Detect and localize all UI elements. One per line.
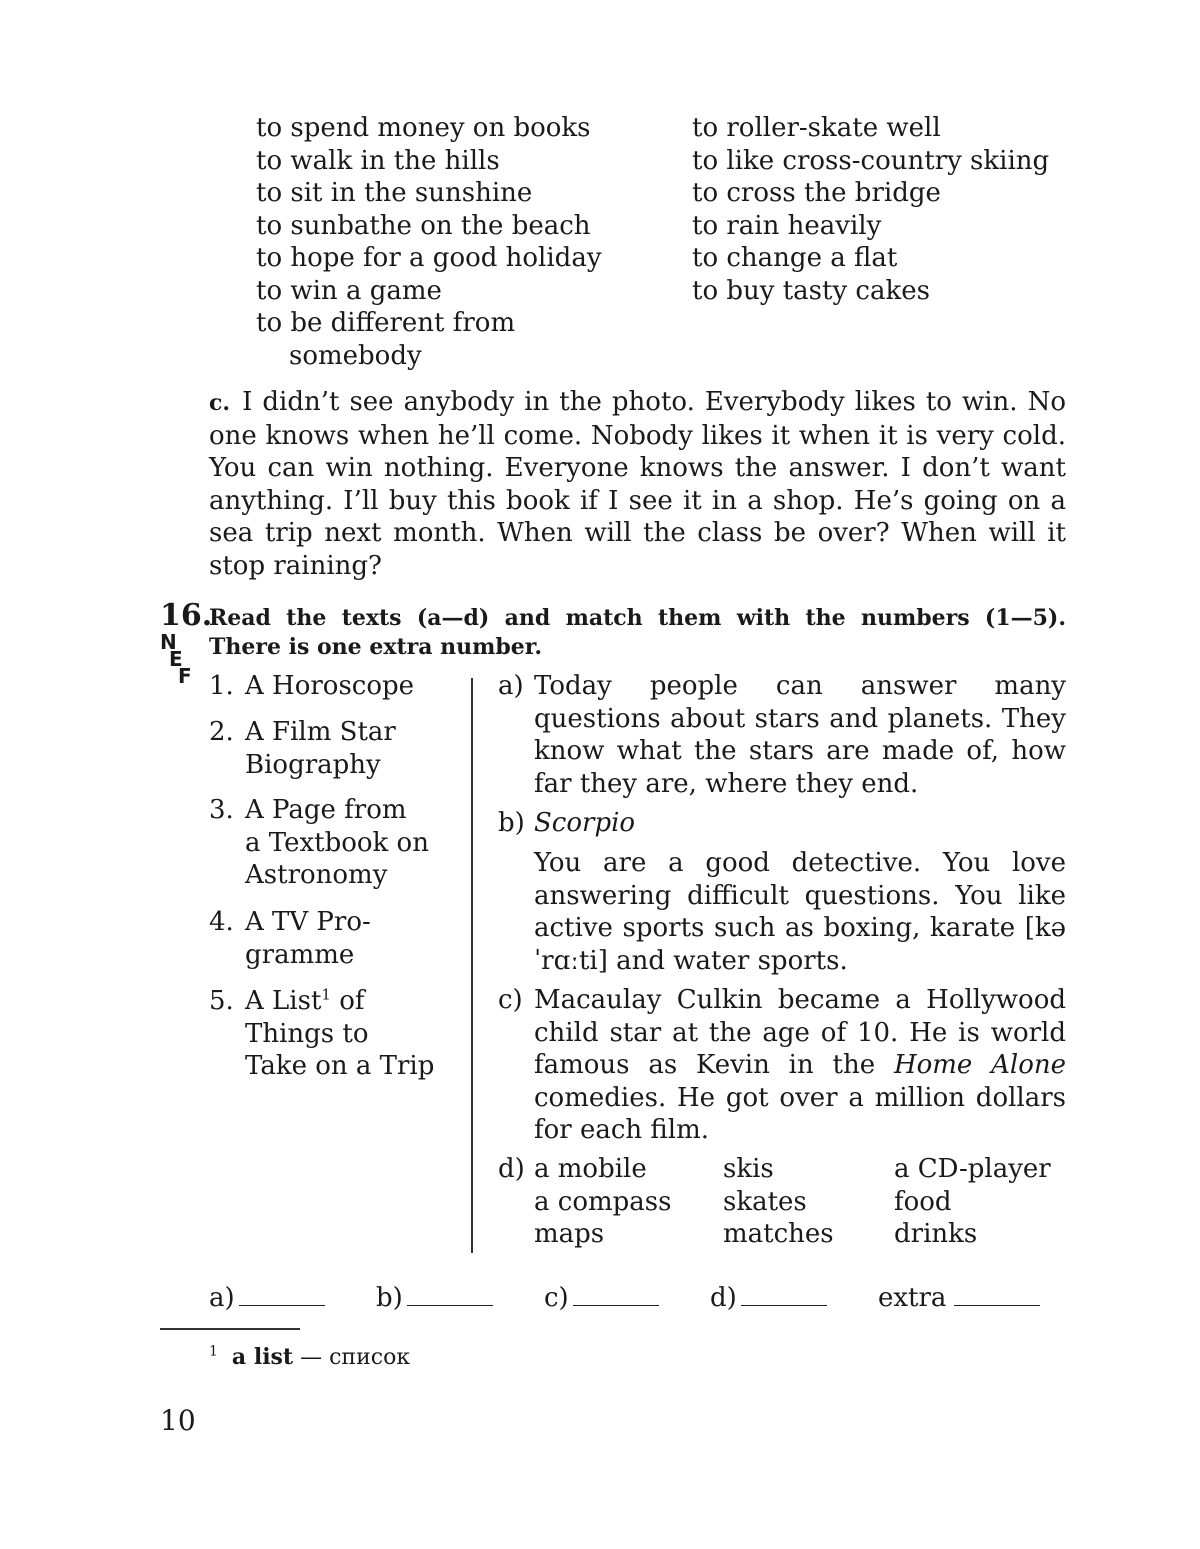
phrase-list-right — [692, 112, 1049, 307]
numbered-item: 3. A Page from a Textbook on Astronomy — [209, 795, 429, 890]
list-row: maps matches drinks — [534, 1219, 978, 1249]
numbered-item: 5. A List$^1$ of Things to Take on a Trip — [209, 985, 435, 1081]
numbered-item: 4. A TV Pro- gramme — [209, 907, 371, 970]
page-number: 10 — [160, 1404, 196, 1437]
phrase-item: to hope for a good holiday — [256, 243, 602, 273]
footnote-ref: 1 — [321, 985, 331, 1004]
phrase-item: to buy tasty cakes — [692, 275, 930, 306]
nef-letter: F — [178, 664, 192, 688]
phrase-item: to change a flat — [692, 243, 898, 273]
answer-d: d) — [710, 1282, 827, 1314]
section-c-text: I didn’t see anybody in the photo. Everybody likes to win. No one knows when he’ll come. Nobody likes it when it is very cold. You can win nothing. Everyone knows the answer. I don’t want anything. I’ll buy this book if I see it in a shop. He’s going on a sea trip next month. When will the class be over? When will it stop raining? — [209, 387, 1066, 581]
phrase-item: to like cross-country skiing — [692, 145, 1050, 176]
footnote: $^1$ a list — список — [209, 1343, 411, 1370]
answer-c: c) — [544, 1282, 659, 1314]
column-divider — [471, 678, 473, 1253]
answer-extra: extra — [878, 1282, 1040, 1314]
answer-blank-b[interactable] — [407, 1304, 493, 1306]
section-c-label: c. — [209, 390, 231, 416]
text-b: You are a good detective. You love answering difficult questions. You like active sports such as boxing, karate [kəˈrɑːti] and water sports. — [534, 848, 1066, 976]
phrase-item: to win a game — [256, 275, 442, 306]
list-row: a compass skates food — [534, 1186, 952, 1217]
answer-blank-a[interactable] — [239, 1304, 325, 1306]
text-a: a) Today people can answer many questions about stars and planets. They know what the stars are made of, how far they are, where they end. — [498, 671, 1066, 799]
phrase-item: to roller-skate well — [692, 113, 941, 143]
answer-b: b) — [376, 1282, 493, 1314]
phrase-item: to rain heavily — [692, 210, 882, 241]
exercise-number: 16. — [160, 598, 213, 633]
answer-blank-d[interactable] — [741, 1304, 827, 1306]
answer-a: a) — [209, 1282, 325, 1314]
text-d-label: d) — [498, 1154, 525, 1184]
numbered-item: 1. A Horoscope — [209, 671, 415, 701]
footnote-rule — [160, 1328, 300, 1330]
list-row: a mobile skis a CD-player — [534, 1154, 1051, 1184]
text-c: c) Macaulay Culkin became a Hollywood child star at the age of 10. He is world famous as Kevin in the Home Alone comedies. He got over a million dollars for each film. — [498, 985, 1066, 1145]
exercise-instruction: Read the texts (a—d) and match them with the numbers (1—5). There is one extra number. — [209, 605, 1066, 660]
numbered-item: 2. A Film Star Biography — [209, 717, 396, 780]
phrase-item: to be different from — [256, 308, 516, 338]
phrase-item: to sit in the sunshine — [256, 178, 533, 208]
text-d-list — [534, 1153, 1051, 1251]
phrase-item: to spend money on books — [256, 113, 591, 143]
section-c-paragraph — [209, 386, 1066, 582]
phrase-item-continuation: somebody — [289, 340, 422, 371]
answer-blank-c[interactable] — [573, 1304, 659, 1306]
phrase-item: to sunbathe on the beach — [256, 210, 591, 241]
phrase-item: to cross the bridge — [692, 178, 941, 208]
text-b-heading: b) Scorpio — [498, 808, 636, 838]
nef-letter: N — [160, 630, 177, 654]
nef-badge-icon — [160, 630, 192, 688]
nef-letter: E — [169, 647, 183, 671]
phrase-list-left — [256, 112, 602, 372]
phrase-item: to walk in the hills — [256, 145, 500, 176]
answer-blank-extra[interactable] — [954, 1304, 1040, 1306]
